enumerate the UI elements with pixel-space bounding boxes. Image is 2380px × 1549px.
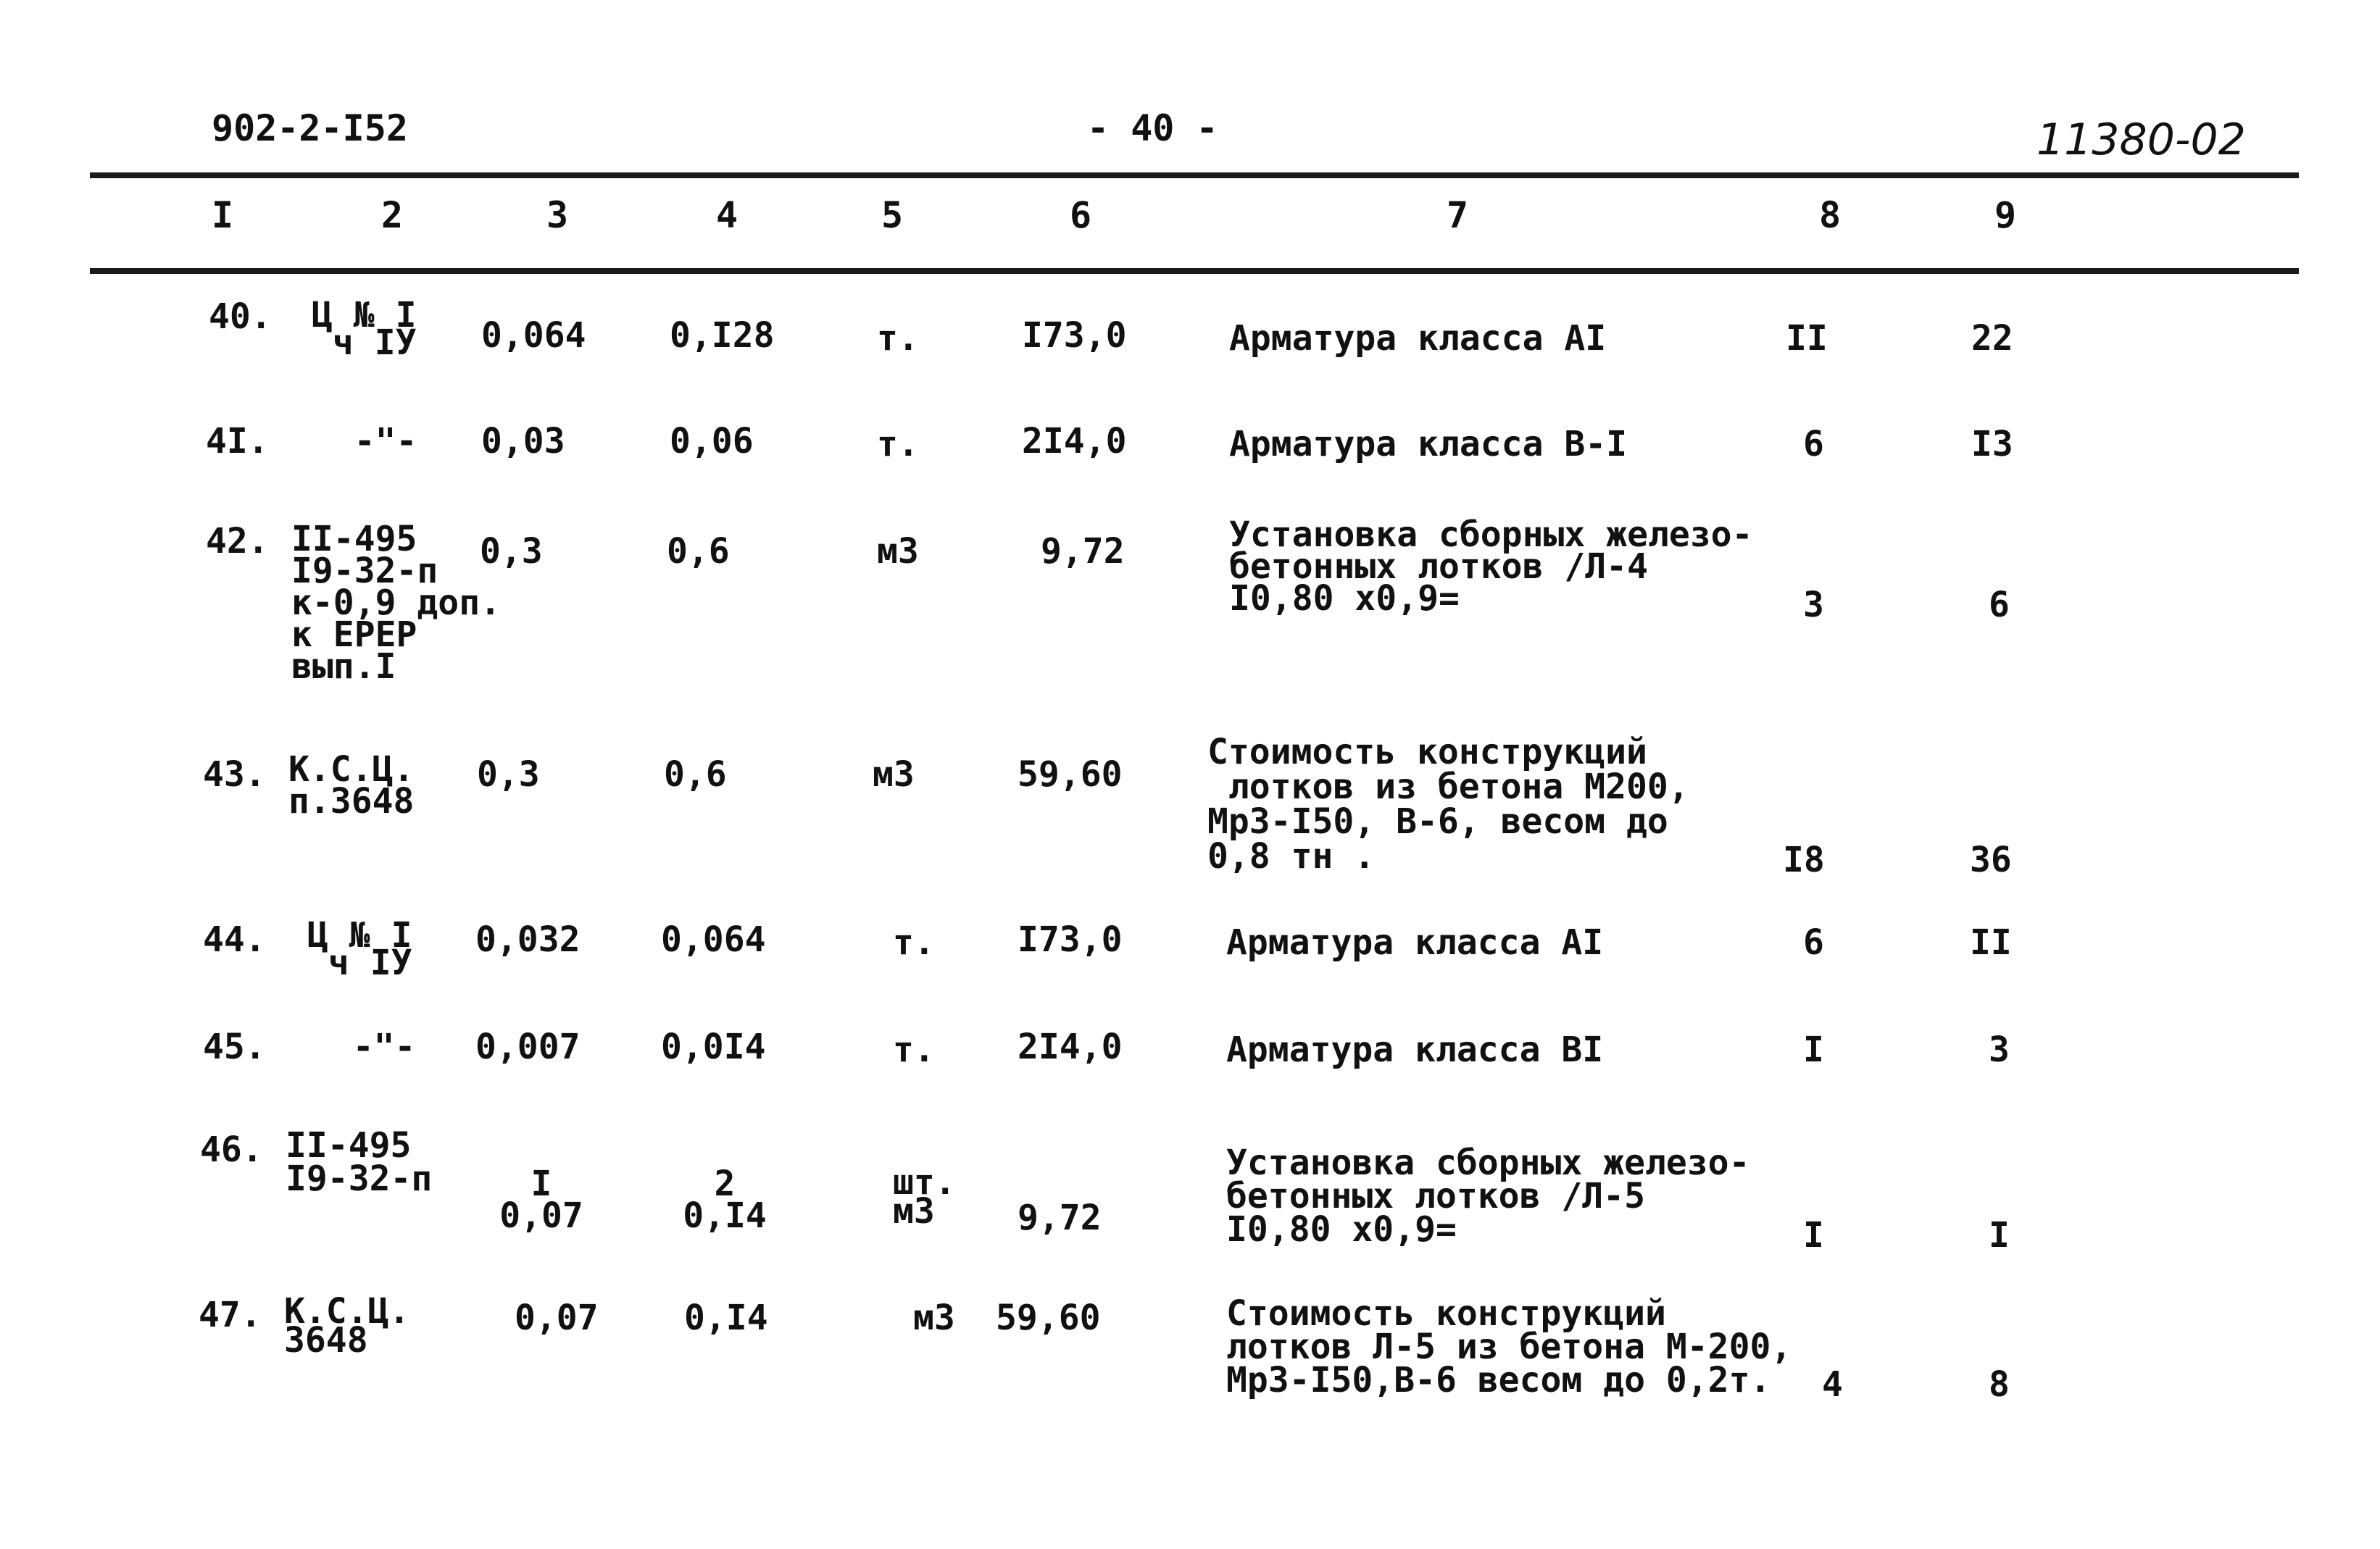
row-44-col9: II (1970, 922, 2012, 963)
row-44-description: Арматура класса АI (1226, 922, 1604, 963)
document-code: 902-2-I52 (212, 107, 408, 149)
row-40-col4: 0,I28 (670, 315, 775, 356)
row-46-reference: II-495 I9-32-п (286, 1125, 433, 1199)
row-43-col9: 36 (1970, 840, 2012, 880)
row-40-price: I73,0 (1022, 315, 1127, 356)
row-47-number: 47. (199, 1295, 262, 1335)
column-number-7: 7 (1447, 194, 1469, 236)
row-47-reference: К.С.Ц. 3648 (284, 1291, 410, 1361)
row-45-description: Арматура класса ВI (1226, 1030, 1604, 1070)
row-41-col8: 6 (1803, 424, 1824, 464)
row-41-unit: т. (877, 424, 919, 464)
page-number: - 40 - (1087, 107, 1218, 149)
column-number-1: I (212, 194, 234, 236)
row-42-number: 42. (206, 521, 269, 561)
row-46-unit: шт. м3 (893, 1162, 956, 1232)
row-45-col3: 0,007 (475, 1027, 581, 1067)
row-46-col9: I (1989, 1215, 2010, 1256)
row-47-price: 59,60 (996, 1298, 1101, 1338)
row-40-unit: т. (877, 318, 919, 359)
row-43-price: 59,60 (1018, 754, 1123, 795)
column-number-5: 5 (881, 194, 904, 236)
row-41-price: 2I4,0 (1022, 421, 1127, 462)
row-45-number: 45. (203, 1027, 266, 1067)
column-number-8: 8 (1819, 194, 1842, 236)
row-42-reference: II-495 I9-32-п к-0,9 доп. к ЕРЕР вып.I (291, 519, 501, 687)
row-46-price: 9,72 (1018, 1198, 1102, 1238)
row-43-unit: м3 (873, 754, 915, 795)
row-42-unit: м3 (877, 531, 919, 572)
row-44-price: I73,0 (1018, 919, 1123, 960)
row-46-col8: I (1803, 1215, 1824, 1256)
row-47-description: Стоимость конструкций лотков Л-5 из бетона М-200, Мр3-I50,В-6 весом до 0,2т. (1226, 1293, 1792, 1400)
row-41-col3: 0,03 (481, 421, 565, 462)
row-45-price: 2I4,0 (1018, 1027, 1123, 1067)
row-41-reference: -"- (291, 421, 417, 462)
row-41-col4: 0,06 (670, 421, 754, 462)
row-47-unit: м3 (913, 1298, 955, 1338)
column-number-6: 6 (1070, 194, 1092, 236)
row-42-col3: 0,3 (480, 531, 543, 572)
row-45-col8: I (1803, 1030, 1824, 1070)
row-47-col3: 0,07 (515, 1298, 599, 1338)
row-43-col4: 0,6 (664, 754, 727, 795)
row-42-description: Установка сборных железо- бетонных лотков /Л-4 I0,80 х0,9= (1229, 514, 1753, 619)
column-number-4: 4 (716, 194, 738, 236)
inventory-number: 11380-02 (2036, 114, 2246, 165)
row-42-col9: 6 (1989, 585, 2010, 625)
row-45-unit: т. (893, 1030, 935, 1070)
row-43-col8: I8 (1783, 840, 1825, 880)
row-43-description: Стоимость конструкций лотков из бетона М200, Мр3-I50, В-6, весом до 0,8 тн . (1207, 732, 1689, 877)
row-43-reference: К.С.Ц. п.3648 (288, 749, 415, 822)
row-47-col4: 0,I4 (684, 1298, 768, 1338)
row-42-price: 9,72 (1041, 531, 1125, 572)
row-44-number: 44. (203, 919, 266, 960)
row-41-number: 4I. (206, 421, 269, 462)
row-45-col4: 0,0I4 (661, 1027, 766, 1067)
row-45-col9: 3 (1989, 1030, 2010, 1070)
row-40-col9: 22 (1971, 318, 2013, 359)
column-number-3: 3 (546, 194, 569, 236)
row-44-unit: т. (893, 922, 935, 963)
row-40-col3: 0,064 (481, 315, 586, 356)
row-46-col4: 2 0,I4 (683, 1164, 767, 1236)
row-41-col9: I3 (1971, 424, 2013, 464)
row-40-description: Арматура класса АI (1229, 318, 1607, 359)
header-bottom-rule (90, 268, 2299, 274)
row-43-col3: 0,3 (477, 754, 540, 795)
row-41-description: Арматура класса В-I (1229, 424, 1628, 464)
row-40-col8: II (1786, 318, 1828, 359)
row-42-col4: 0,6 (667, 531, 730, 572)
column-number-2: 2 (381, 194, 404, 236)
row-46-col3: I 0,07 (499, 1164, 583, 1236)
row-40-number: 40. (209, 296, 272, 337)
row-43-number: 43. (203, 754, 266, 795)
column-number-9: 9 (1994, 194, 2017, 236)
row-45-reference: -"- (290, 1027, 416, 1067)
row-47-col8: 4 (1822, 1364, 1843, 1405)
row-47-col9: 8 (1989, 1364, 2010, 1405)
header-top-rule (90, 172, 2299, 178)
row-46-description: Установка сборных железо- бетонных лотков /Л-5 I0,80 х0,9= (1226, 1143, 1750, 1250)
row-44-col4: 0,064 (661, 919, 766, 960)
row-44-col8: 6 (1803, 922, 1824, 963)
row-46-number: 46. (200, 1130, 263, 1170)
row-44-reference: Ц № I ч IУ (307, 915, 412, 983)
row-40-reference: Ц № I ч IУ (312, 295, 417, 363)
row-42-col8: 3 (1803, 585, 1824, 625)
row-44-col3: 0,032 (475, 919, 581, 960)
